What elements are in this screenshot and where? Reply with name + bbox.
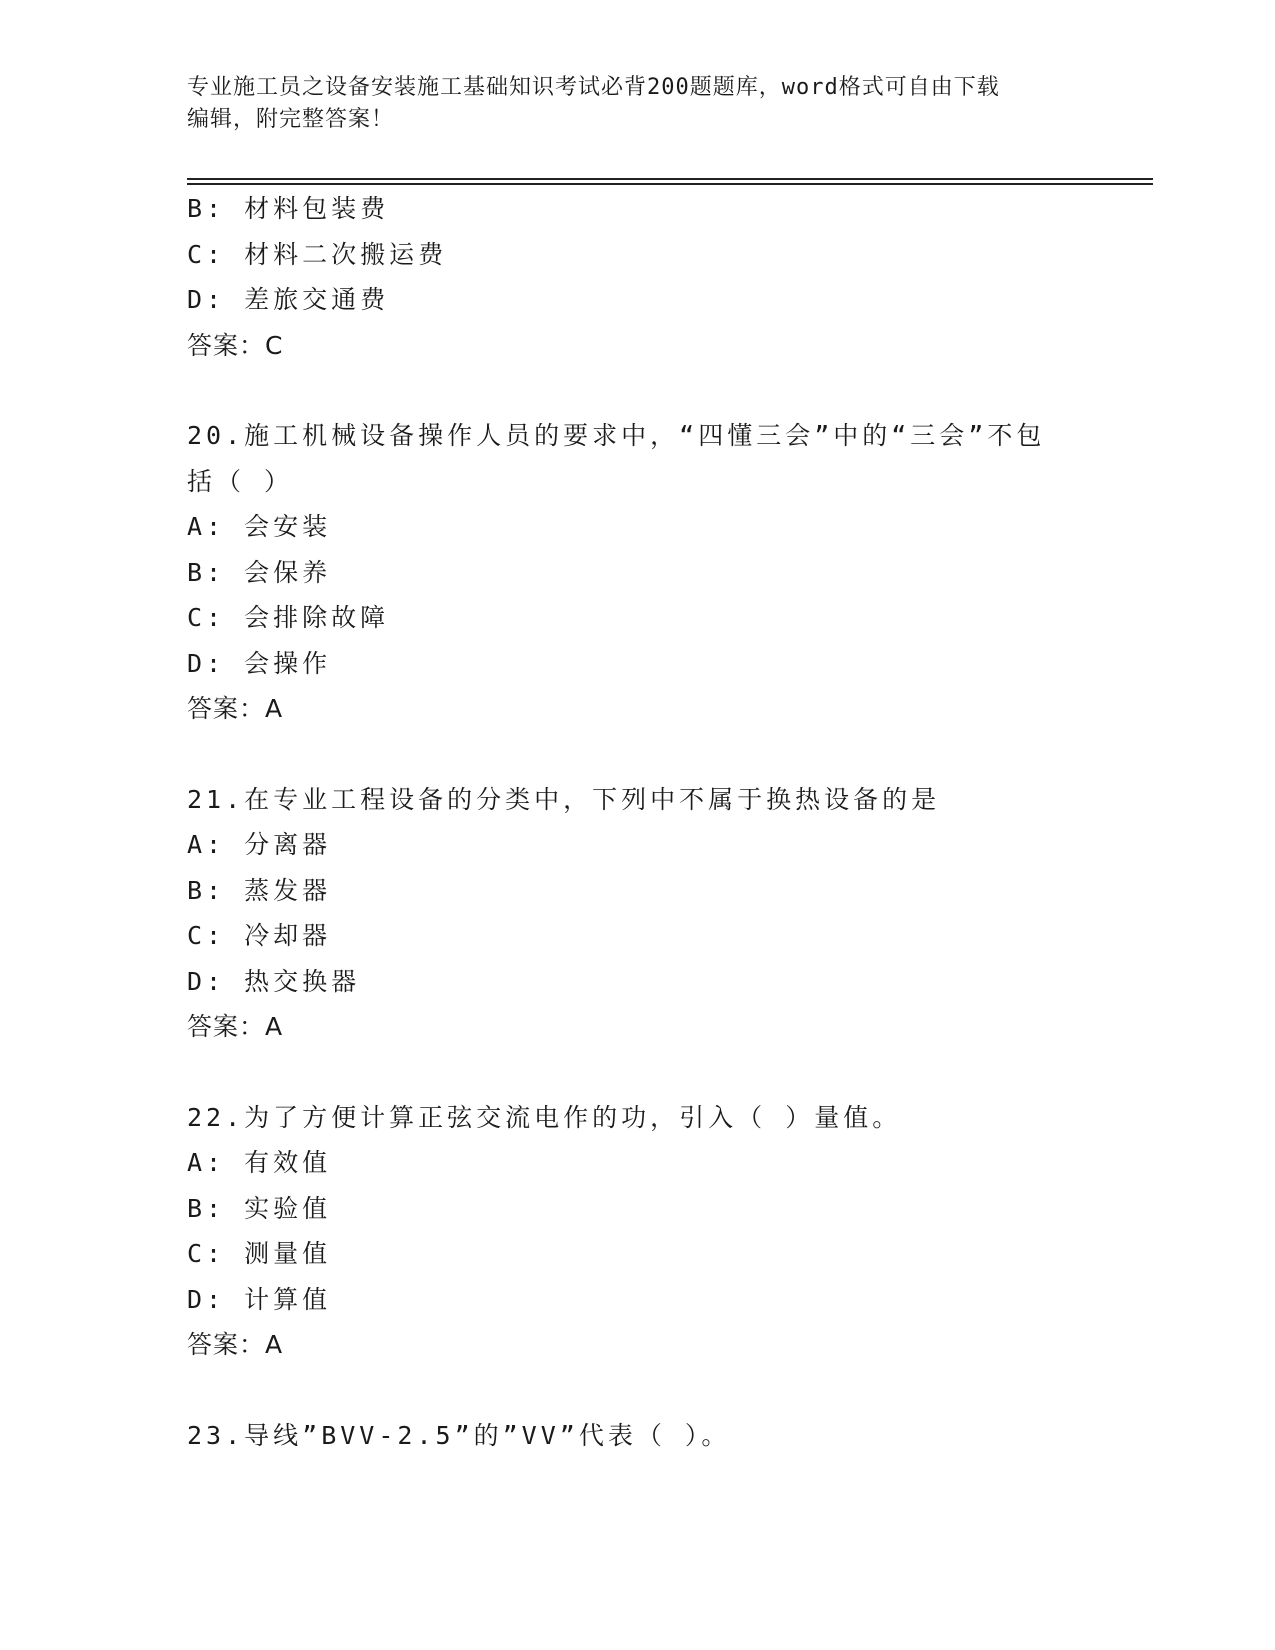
question-21 <box>187 777 1087 1050</box>
option-a: A: 会安装 <box>187 512 332 541</box>
question-text: 括（ ） <box>187 466 294 496</box>
header-divider-bottom <box>187 183 1153 185</box>
answer-line: 答案：A <box>187 694 284 723</box>
question-list <box>187 186 1087 1458</box>
option-b: B: 蒸发器 <box>187 875 332 905</box>
question-22 <box>187 1095 1087 1368</box>
question-spacer <box>187 732 1087 777</box>
question-spacer <box>187 1050 1087 1095</box>
question-fragment <box>187 186 1087 368</box>
header-line-1: 专业施工员之设备安装施工基础知识考试必背200题题库，word格式可自由下载 <box>187 75 1000 100</box>
option-c: C: 材料二次搬运费 <box>187 239 448 269</box>
question-text: 20.施工机械设备操作人员的要求中，“四懂三会”中的“三会”不包 <box>187 421 1046 450</box>
document-header <box>187 72 1067 136</box>
header-line-2: 编辑，附完整答案！ <box>187 107 395 132</box>
question-spacer <box>187 368 1087 413</box>
option-a: A: 有效值 <box>187 1148 332 1177</box>
option-d: D: 会操作 <box>187 648 332 678</box>
option-a: A: 分离器 <box>187 830 332 859</box>
option-d: D: 热交换器 <box>187 966 361 996</box>
question-23 <box>187 1413 1087 1459</box>
option-b: B: 会保养 <box>187 557 332 587</box>
question-text: 21.在专业工程设备的分类中，下列中不属于换热设备的是 <box>187 784 941 814</box>
question-text: 22.为了方便计算正弦交流电作的功，引入（ ）量值。 <box>187 1102 902 1132</box>
answer-line: 答案：A <box>187 1012 284 1041</box>
option-d: D: 计算值 <box>187 1284 332 1314</box>
option-b: B: 材料包装费 <box>187 194 390 223</box>
answer-line: 答案：A <box>187 1330 284 1359</box>
header-divider-top <box>187 178 1153 180</box>
option-c: C: 测量值 <box>187 1239 332 1268</box>
answer-line: 答案：C <box>187 330 284 360</box>
question-20 <box>187 413 1087 732</box>
option-d: D: 差旅交通费 <box>187 285 390 314</box>
option-b: B: 实验值 <box>187 1193 332 1223</box>
option-c: C: 冷却器 <box>187 921 332 950</box>
option-c: C: 会排除故障 <box>187 603 390 632</box>
question-text: 23.导线”BVV-2.5”的”VV”代表（ ）。 <box>187 1420 731 1450</box>
question-spacer <box>187 1368 1087 1413</box>
